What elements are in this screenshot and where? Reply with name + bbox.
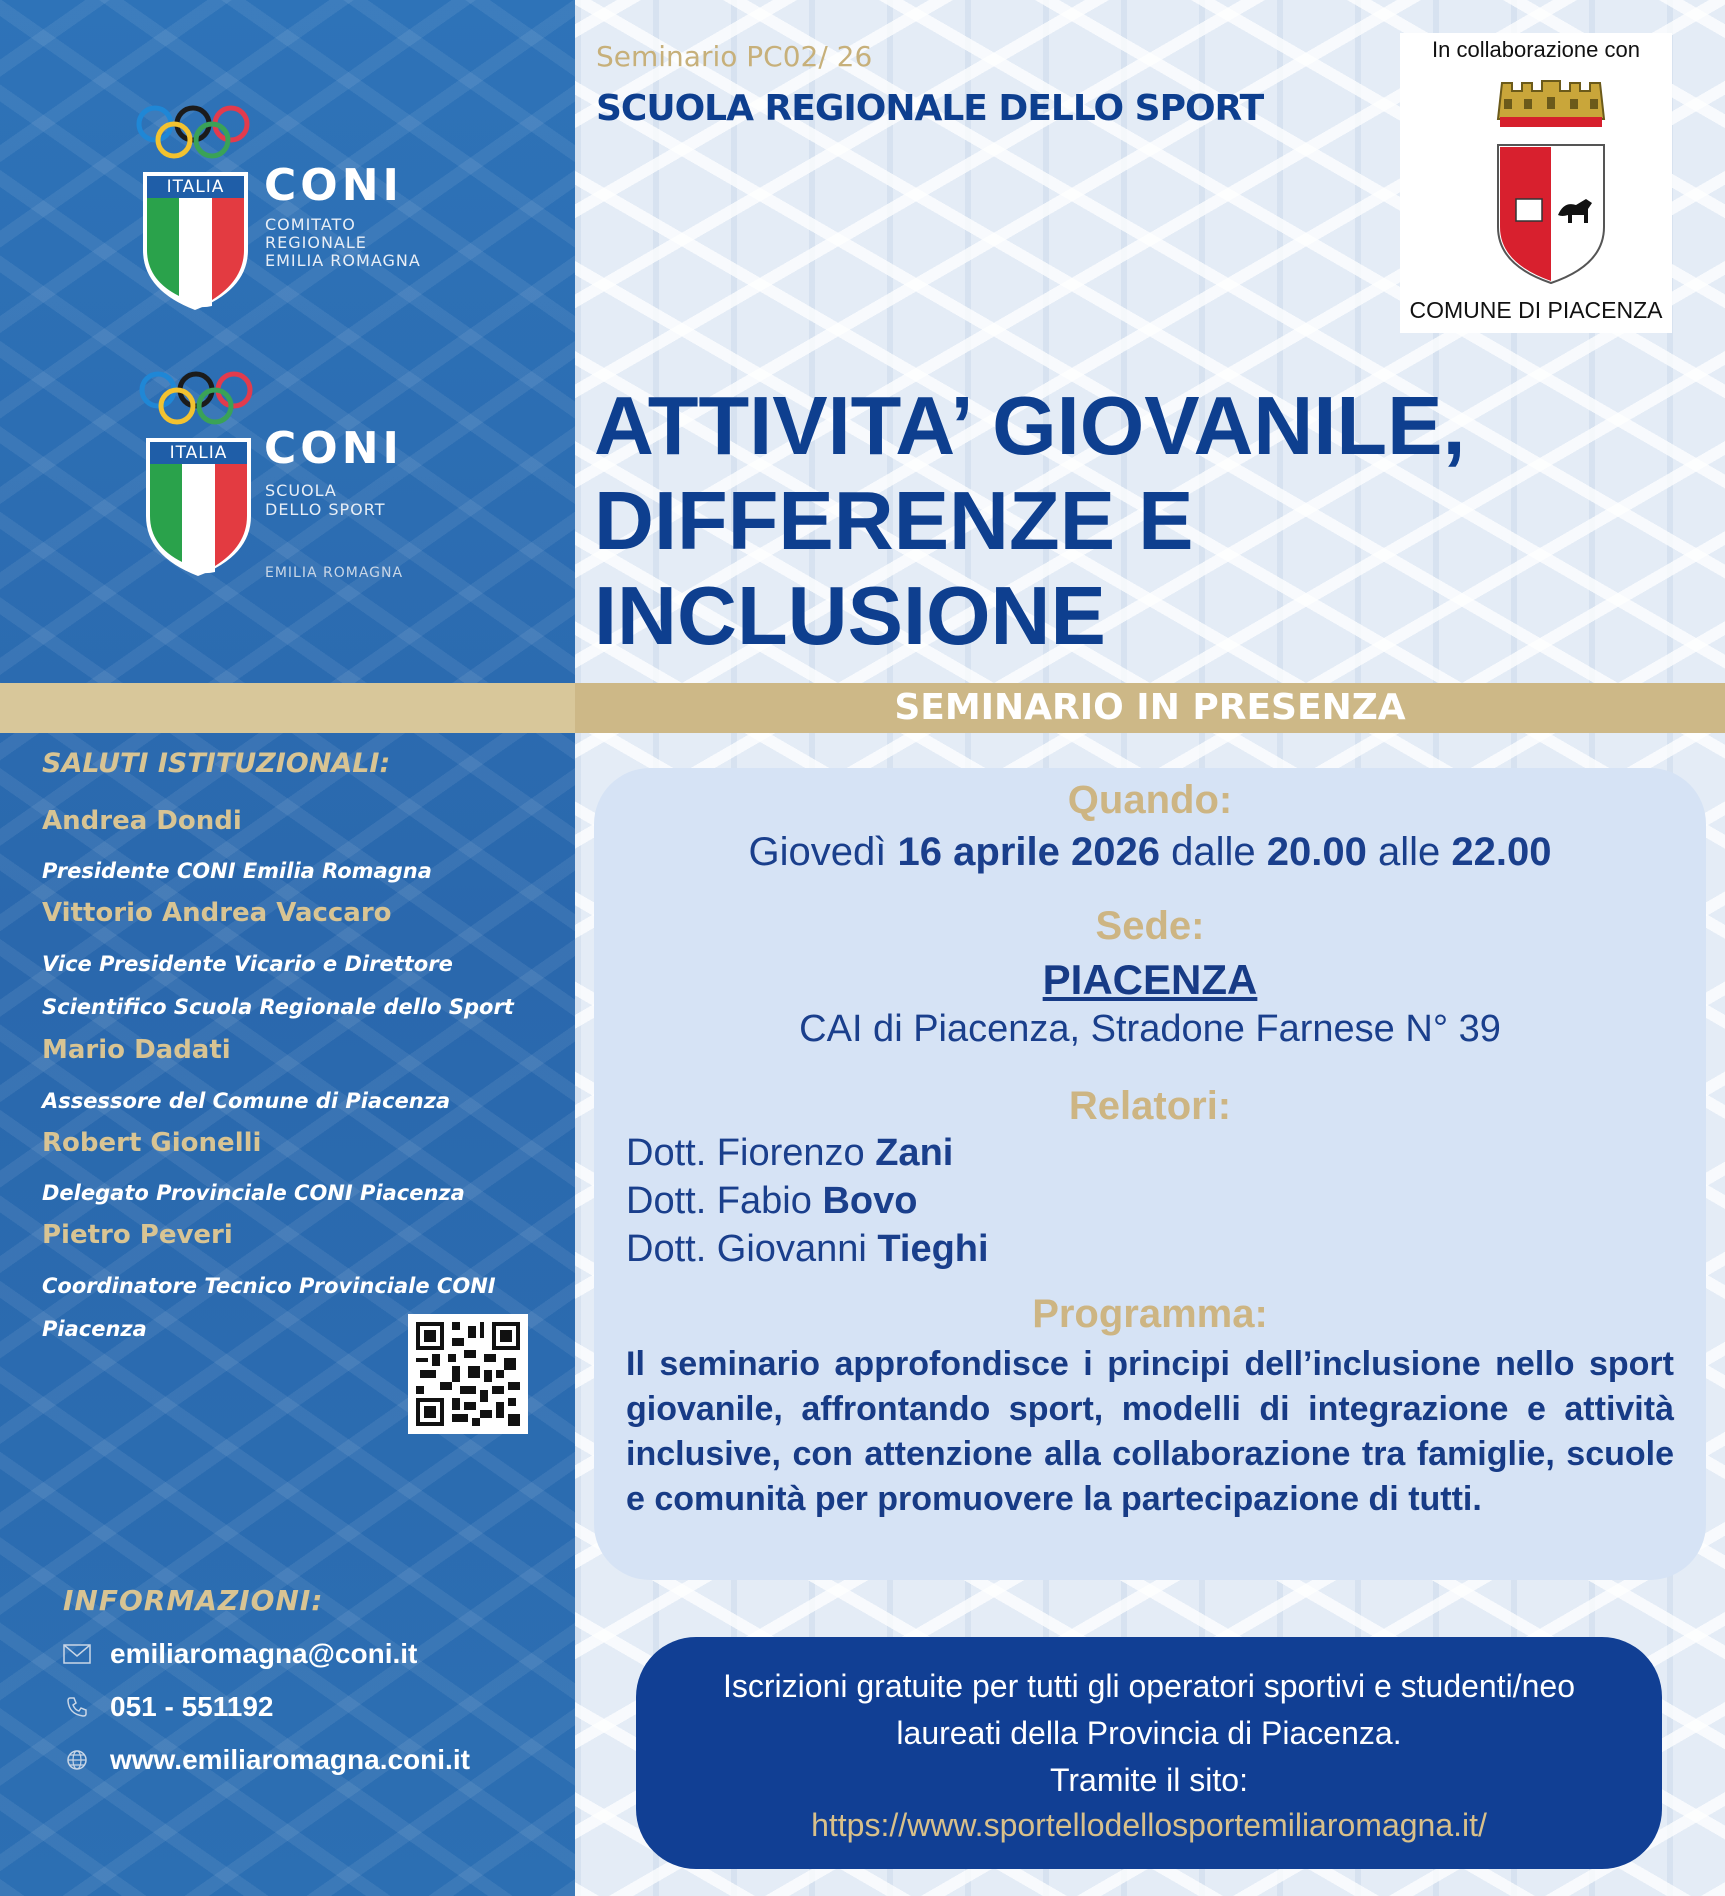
speaker <box>626 1180 917 1223</box>
coni-regional-committee-logo <box>133 100 258 312</box>
coni-sub-line-2: REGIONALE <box>265 233 367 252</box>
registration-text <box>656 1663 1642 1804</box>
seminar-code: Seminario PC02/ 26 <box>596 40 873 73</box>
shield-label: ITALIA <box>169 443 228 463</box>
registration-box <box>636 1637 1662 1869</box>
saluti-title: SALUTI ISTITUZIONALI: <box>42 748 391 779</box>
piacenza-crest-icon <box>1496 77 1606 287</box>
info-email[interactable]: emiliaromagna@coni.it <box>110 1638 418 1669</box>
when-date: 16 aprile 2026 <box>897 830 1160 874</box>
speakers-label: Relatori: <box>1068 1084 1232 1128</box>
coni-region: EMILIA ROMAGNA <box>265 565 404 581</box>
registration-link[interactable]: https://www.sportellodellosportemiliaromagna.it/ <box>811 1807 1487 1843</box>
info-website[interactable]: www.emiliaromagna.coni.it <box>110 1744 470 1775</box>
main-title <box>594 378 1594 663</box>
details-card <box>594 768 1706 1580</box>
qr-code[interactable] <box>408 1314 528 1434</box>
olympic-rings-shield-icon <box>133 100 258 312</box>
speaker-prefix: Dott. Fiorenzo <box>626 1132 865 1174</box>
title-line-3: INCLUSIONE <box>594 569 1106 662</box>
coni-sub-line-1: SCUOLA <box>265 481 337 500</box>
collaboration-city: COMUNE DI PIACENZA <box>1409 297 1663 323</box>
seminar-format-banner: SEMINARIO IN PRESENZA <box>894 687 1406 728</box>
shield-label: ITALIA <box>166 177 225 197</box>
coni-school-logo <box>136 366 261 578</box>
person-role: Assessore del Comune di Piacenza <box>42 1089 451 1113</box>
envelope-icon <box>62 1639 92 1669</box>
info-website-row[interactable] <box>62 1743 470 1777</box>
speaker <box>626 1228 989 1271</box>
info-email-row[interactable] <box>62 1637 417 1671</box>
olympic-rings-shield-icon <box>136 366 261 578</box>
person-name: Mario Dadati <box>42 1035 231 1065</box>
coni-sub-line-2: DELLO SPORT <box>265 500 386 519</box>
when-start: 20.00 <box>1266 830 1367 874</box>
speaker-surname: Bovo <box>822 1180 918 1222</box>
globe-icon <box>62 1745 92 1775</box>
registration-line-3: Tramite il sito: <box>1050 1762 1248 1798</box>
collaboration-label: In collaborazione con <box>1432 37 1640 62</box>
venue-label: Sede: <box>1095 904 1205 948</box>
when-end: 22.00 <box>1451 830 1552 874</box>
person-name: Pietro Peveri <box>42 1220 233 1250</box>
program-text: Il seminario approfondisce i principi dell’inclusione nello sport giovanile, affrontando sport, modelli di integrazione e attività inclusive, con attenzione alla collaborazione tra famiglie, scuole e comunità per promuovere la partecipazione di tutti. <box>626 1345 1674 1518</box>
registration-line-2: laureati della Provincia di Piacenza. <box>896 1715 1402 1751</box>
coni-sub-line-1: COMITATO <box>265 215 356 234</box>
person-role: Delegato Provinciale CONI Piacenza <box>42 1181 465 1205</box>
info-phone-row[interactable] <box>62 1690 274 1724</box>
person-role: Coordinatore Tecnico Provinciale CONI Piacenza <box>42 1274 496 1341</box>
speaker-surname: Tieghi <box>877 1228 989 1270</box>
when-line <box>594 830 1706 875</box>
school-title: SCUOLA REGIONALE DELLO SPORT <box>596 88 1264 129</box>
when-day: Giovedì <box>748 830 887 874</box>
person-role: Presidente CONI Emilia Romagna <box>42 859 432 883</box>
venue-address: CAI di Piacenza, Stradone Farnese N° 39 <box>799 1008 1501 1050</box>
speaker-prefix: Dott. Giovanni <box>626 1228 867 1270</box>
registration-line-1: Iscrizioni gratuite per tutti gli operatori sportivi e studenti/neo <box>723 1668 1575 1704</box>
program-label: Programma: <box>1032 1292 1268 1336</box>
coni-name: CONI <box>264 160 403 211</box>
speaker-prefix: Dott. Fabio <box>626 1180 812 1222</box>
when-from-word: dalle <box>1171 830 1256 874</box>
venue-city[interactable]: PIACENZA <box>1042 956 1258 1003</box>
person-name: Vittorio Andrea Vaccaro <box>42 898 392 928</box>
speaker-surname: Zani <box>875 1132 954 1174</box>
person-name: Andrea Dondi <box>42 806 242 836</box>
title-line-2: DIFFERENZE E <box>594 474 1194 567</box>
speaker <box>626 1132 953 1175</box>
coni-name: CONI <box>264 423 403 474</box>
person-name: Robert Gionelli <box>42 1128 262 1158</box>
coni-sub-line-3: EMILIA ROMAGNA <box>265 251 421 270</box>
collaboration-box <box>1400 33 1672 333</box>
info-title: INFORMAZIONI: <box>63 1584 324 1617</box>
when-label: Quando: <box>1067 778 1233 822</box>
qr-code-icon <box>416 1322 520 1426</box>
title-line-1: ATTIVITA’ GIOVANILE, <box>594 379 1466 472</box>
when-to-word: alle <box>1377 830 1441 874</box>
info-phone[interactable]: 051 - 551192 <box>110 1691 274 1722</box>
person-role: Vice Presidente Vicario e Direttore Scientifico Scuola Regionale dello Sport <box>42 952 514 1019</box>
phone-icon <box>62 1692 92 1722</box>
